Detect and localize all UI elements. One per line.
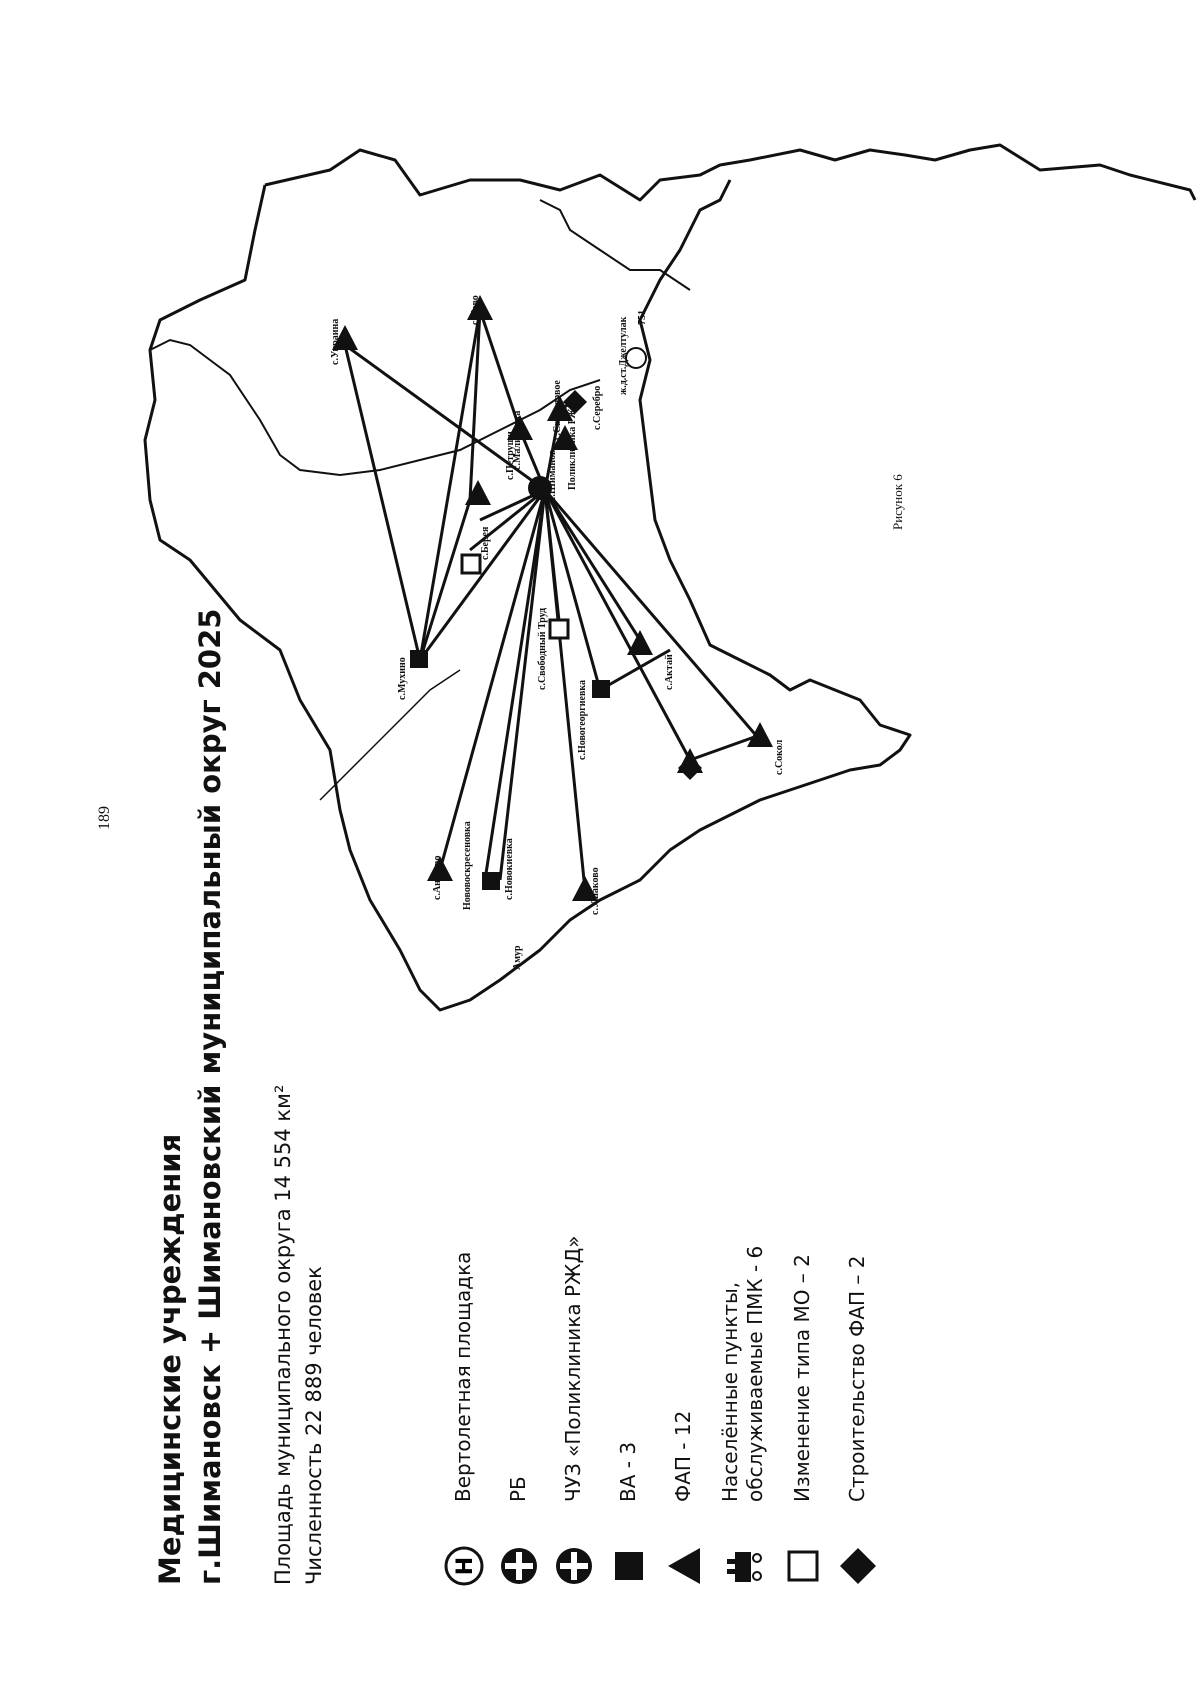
place-label: Нововоскресеновка <box>462 821 473 910</box>
place-label: с.Петруши <box>505 431 516 480</box>
change-type-marker <box>550 620 568 638</box>
railway-line <box>540 200 690 290</box>
place-label: с.Мухино <box>397 657 408 700</box>
connection-line <box>485 490 545 880</box>
helipad-marker <box>626 348 646 368</box>
fap-marker <box>747 722 773 747</box>
place-label: с.Серебро <box>592 385 603 430</box>
place-label: с.Сокол <box>774 739 785 775</box>
legend-label: РБ <box>506 1476 530 1502</box>
place-label: ж.д.ст.Джелтулак <box>618 316 629 395</box>
connection-line <box>420 490 545 660</box>
svg-text:H: H <box>452 1556 478 1576</box>
place-label: с.Актай <box>664 654 675 690</box>
place-label: с.Ушаково <box>590 867 601 915</box>
connection-line <box>420 500 470 660</box>
page-number: 189 <box>96 806 113 830</box>
place-label: с.Украина <box>330 318 341 365</box>
page-title-line-1: Медицинские учреждения <box>153 1133 187 1585</box>
va-marker <box>410 650 428 668</box>
legend-label: Изменение типа МО – 2 <box>790 1254 814 1502</box>
legend-label-line-2: обслуживаемые ПМК - 6 <box>743 1245 767 1502</box>
legend-label: Вертолетная площадка <box>451 1251 475 1502</box>
legend-label: ФАП - 12 <box>671 1410 695 1502</box>
area-info: Площадь муниципального округа 14 554 км² <box>271 1084 295 1585</box>
legend-label: ВА - 3 <box>616 1441 640 1502</box>
population-info: Численность 22 889 человек <box>302 1266 326 1585</box>
place-label: с.Новокиевка <box>504 838 515 900</box>
place-label: с.Ново <box>470 295 481 325</box>
district-boundary <box>145 145 1195 1010</box>
page-title-line-2: г.Шимановск + Шимановский муниципальный округ 2025 <box>193 608 227 1585</box>
change-type-marker <box>462 555 480 573</box>
construction-diamond-marker <box>678 756 702 780</box>
place-label: г.Шиманов <box>547 449 558 500</box>
place-label: Амур <box>512 945 523 970</box>
figure-caption: Рисунок 6 <box>890 474 905 530</box>
va-marker <box>482 872 500 890</box>
legend-label: Строительство ФАП – 2 <box>845 1255 869 1502</box>
place-label: с.Новогеоргиевка <box>577 680 588 760</box>
place-label: с.Малиновка <box>512 410 523 470</box>
place-label: Поликлиника РЖД <box>567 401 578 490</box>
railway-line <box>150 340 600 475</box>
place-label: 751 <box>637 310 648 325</box>
connection-line <box>690 735 760 760</box>
va-marker <box>592 680 610 698</box>
place-label: с.Аносово <box>432 855 443 900</box>
place-label: с.Берея <box>480 526 491 560</box>
legend-label: ЧУЗ «Поликлиника РЖД» <box>561 1235 585 1502</box>
fap-marker <box>627 630 653 655</box>
place-label: с.Свободный Труд <box>537 607 548 690</box>
road-line <box>320 670 460 800</box>
place-label: с.Светиловое <box>552 380 563 440</box>
legend-label-line-1: Населённые пункты, <box>718 1281 742 1502</box>
